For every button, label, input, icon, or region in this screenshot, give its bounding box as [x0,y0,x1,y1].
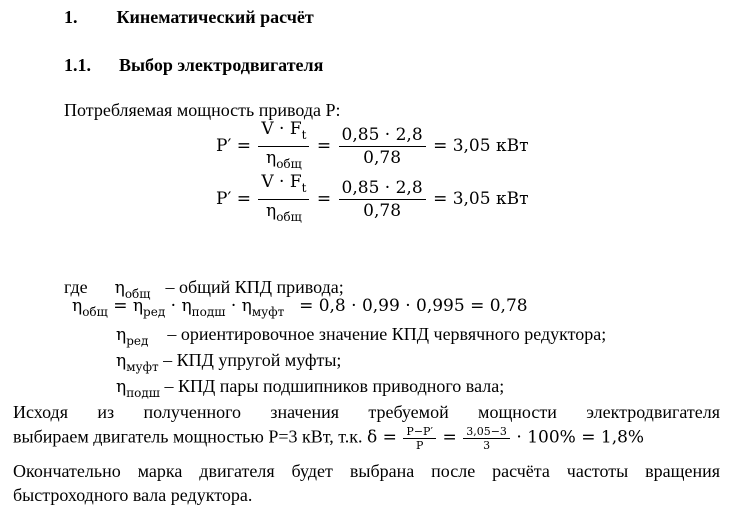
delta-frac1-den: P [415,439,424,452]
formula-lhs: P′ = [216,189,251,209]
eq-sub4: муфт [251,305,285,319]
delta-eq: = [442,427,457,448]
eta-symbol: η [116,351,127,371]
efficiency-equation [72,296,528,319]
formula-eq: = [316,189,332,209]
formula-den1: η [266,201,277,221]
heading-1 [64,6,314,28]
formula-den1: η [266,148,277,168]
formula-num2: 0,85 · 2,8 [339,124,426,147]
formula-den2: 0,78 [363,148,402,168]
formula-fraction-2 [339,124,426,169]
intro-text: Потребляемая мощность привода P: [64,100,341,120]
formula-num1-sub: t [301,128,307,142]
eta-symbol: η [114,278,125,298]
delta-frac1-num: P−P′ [403,425,436,439]
formula-result: = 3,05 кВт [433,189,529,209]
formula-den2: 0,78 [363,201,402,221]
heading-2 [64,54,323,76]
eta-obsh-sub: общ [124,287,151,301]
delta-symbol: δ = [367,427,397,448]
eq-eta1: η [72,296,83,316]
heading-1-number: 1. [64,7,78,27]
eq-rhs: = 0,8 · 0,99 · 0,995 = 0,78 [299,296,528,316]
heading-2-number: 1.1. [64,55,91,75]
para2-line2: быстроходного вала редуктора. [13,485,253,505]
delta-frac2-den: 3 [483,439,491,452]
eq-dot1: · [170,296,177,316]
eta-symbol: η [116,325,127,345]
where-muft-line [116,349,341,378]
formula-num1: V · F [261,172,302,192]
where-label: где [64,277,88,297]
formula-fraction-1 [258,118,309,175]
para1-line1: Исходя из полученного значения требуемой мощности электродвигателя [13,402,720,422]
eta-podsh-sub: подш [126,386,160,400]
eq-eta4: η [241,296,252,316]
formula-eq: = [316,136,332,156]
formula-num1: V · F [261,119,302,139]
formula-num1-sub: t [301,181,307,195]
power-formula-1 [216,118,529,175]
formula-result: = 3,05 кВт [433,136,529,156]
formula-fraction-1 [258,171,309,228]
heading-2-title: Выбор электродвигателя [119,55,324,75]
eq-sub2: ред [143,305,166,319]
heading-1-title: Кинематический расчёт [116,7,314,27]
eta-symbol: η [116,377,127,397]
where-podsh-line [116,375,504,404]
delta-tail: · 100% = 1,8% [516,427,645,448]
formula-lhs: P′ = [216,136,251,156]
para1-line2-text: выбираем двигатель мощностью Р=3 кВт, т.к. [13,426,363,447]
eq-sub3: подш [191,305,226,319]
eta-muft-sub: муфт [126,360,159,374]
delta-frac2-num: 3,05−3 [463,425,510,439]
where-red-line [116,323,606,352]
muft-description: – КПД упругой муфты; [163,350,342,370]
para1-line2 [13,425,644,452]
formula-den1-sub: общ [276,210,302,224]
podsh-description: – КПД пары подшипников приводного вала; [164,376,505,396]
eq-sub1: общ [82,305,108,319]
eq-equals: = [113,296,128,316]
delta-fraction-2 [463,425,510,452]
formula-fraction-2 [339,177,426,222]
formula-den1-sub: общ [276,157,302,171]
eq-dot2: · [230,296,237,316]
eq-eta2: η [132,296,144,316]
red-description: – ориентировочное значение КПД червячного редуктора; [167,324,607,344]
para2-line1: Окончательно марка двигателя будет выбрана после расчёта частоты вращения [13,461,720,481]
obsh-description: – общий КПД привода; [165,277,344,297]
delta-fraction-1 [403,425,436,452]
eta-red-sub: ред [126,334,149,348]
formula-num2: 0,85 · 2,8 [339,177,426,200]
power-formula-2 [216,171,529,228]
eq-eta3: η [181,296,192,316]
